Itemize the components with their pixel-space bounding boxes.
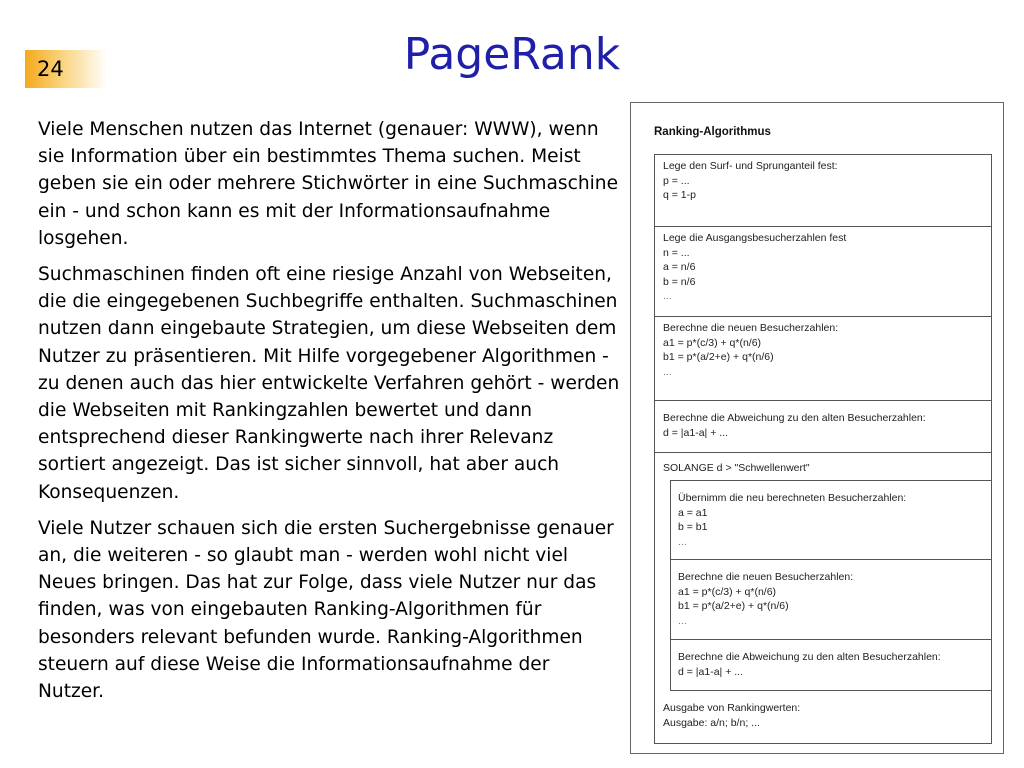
step-line: Ausgabe von Rankingwerten: <box>663 702 801 714</box>
loop-body <box>670 480 991 691</box>
step-line: ... <box>678 614 687 627</box>
step-initial-visitors <box>655 227 991 317</box>
slide-title: PageRank <box>403 29 621 80</box>
step-compute-deviation <box>655 401 991 453</box>
algorithm-structogram <box>654 154 992 744</box>
step-line: ... <box>678 535 687 548</box>
loop-header <box>655 453 991 480</box>
step-line: a = a1 <box>678 506 708 519</box>
algorithm-diagram <box>630 102 1004 754</box>
step-line: Lege den Surf- und Sprunganteil fest: <box>663 160 838 172</box>
step-line: Berechne die Abweichung zu den alten Besucherzahlen: <box>678 651 941 663</box>
step-line: Übernimm die neu berechneten Besucherzahlen: <box>678 492 907 504</box>
step-line: b1 = p*(a/2+e) + q*(n/6) <box>663 351 774 363</box>
step-line: Berechne die neuen Besucherzahlen: <box>663 322 839 334</box>
step-output-rankings <box>655 691 991 745</box>
loop-step-compute-deviation <box>671 640 991 691</box>
step-line: d = |a1-a| + ... <box>663 426 728 439</box>
step-line: Berechne die Abweichung zu den alten Besucherzahlen: <box>663 412 926 424</box>
step-line: ... <box>663 290 672 302</box>
algorithm-title: Ranking-Algorithmus <box>654 126 771 138</box>
step-set-parameters <box>655 155 991 227</box>
paragraph-consequences: Viele Nutzer schauen sich die ersten Suchergebnisse genauer an, die weiteren - so glaubt man - werden wohl nicht viel Neues bringen. Das hat zur Folge, dass viele Nutzer nur das finden, was von eingebauten Ranking-Algorithmen für besonders relevant befunden wurde. Ranking-Algorithmen steuern auf diese Weise die Informationsaufnahme der Nutzer. <box>38 517 614 703</box>
loop-step-compute-new-visitors <box>671 560 991 640</box>
loop-condition: SOLANGE d > "Schwellenwert" <box>663 462 810 474</box>
body-text <box>38 116 620 714</box>
step-line: a1 = p*(c/3) + q*(n/6) <box>663 336 762 349</box>
step-line: n = ... <box>663 246 690 259</box>
slide-number: 24 <box>25 50 107 88</box>
step-line: b1 = p*(a/2+e) + q*(n/6) <box>678 600 789 612</box>
step-line: b = b1 <box>678 521 708 533</box>
step-line: p = ... <box>663 174 690 187</box>
loop-step-adopt-values <box>671 480 991 560</box>
step-compute-new-visitors <box>655 317 991 401</box>
step-line: b = n/6 <box>663 275 696 288</box>
step-line: q = 1-p <box>663 189 696 201</box>
step-line: Lege die Ausgangsbesucherzahlen fest <box>663 232 847 244</box>
step-line: Ausgabe: a/n; b/n; ... <box>663 716 760 729</box>
step-line: a = n/6 <box>663 261 696 273</box>
paragraph-intro: Viele Menschen nutzen das Internet (genauer: WWW), wenn sie Information über ein bestimmtes Thema suchen. Meist geben sie ein oder mehrere Stichwörter in eine Suchmaschine ein - und schon kann es mit der Informationsaufnahme losgehen. <box>38 119 619 249</box>
step-line: Berechne die neuen Besucherzahlen: <box>678 571 854 583</box>
step-line: ... <box>663 365 672 378</box>
step-line: a1 = p*(c/3) + q*(n/6) <box>678 585 777 598</box>
step-line: d = |a1-a| + ... <box>678 665 743 678</box>
paragraph-search-engines: Suchmaschinen finden oft eine riesige Anzahl von Webseiten, die die eingegebenen Suchbegriffe enthalten. Suchmaschinen nutzen dann eingebaute Strategien, um diese Webseiten dem Nutzer zu präsentieren. Mit Hilfe vorgegebener Algorithmen - zu denen auch das hier entwickelte Verfahren gehört - werden die Webseiten mit Rankingzahlen bewertet und dann entsprechend dieser Rankingwerte nach ihrer Relevanz sortiert angezeigt. Das ist sicher sinnvoll, hat aber auch Konsequenzen. <box>38 264 620 503</box>
